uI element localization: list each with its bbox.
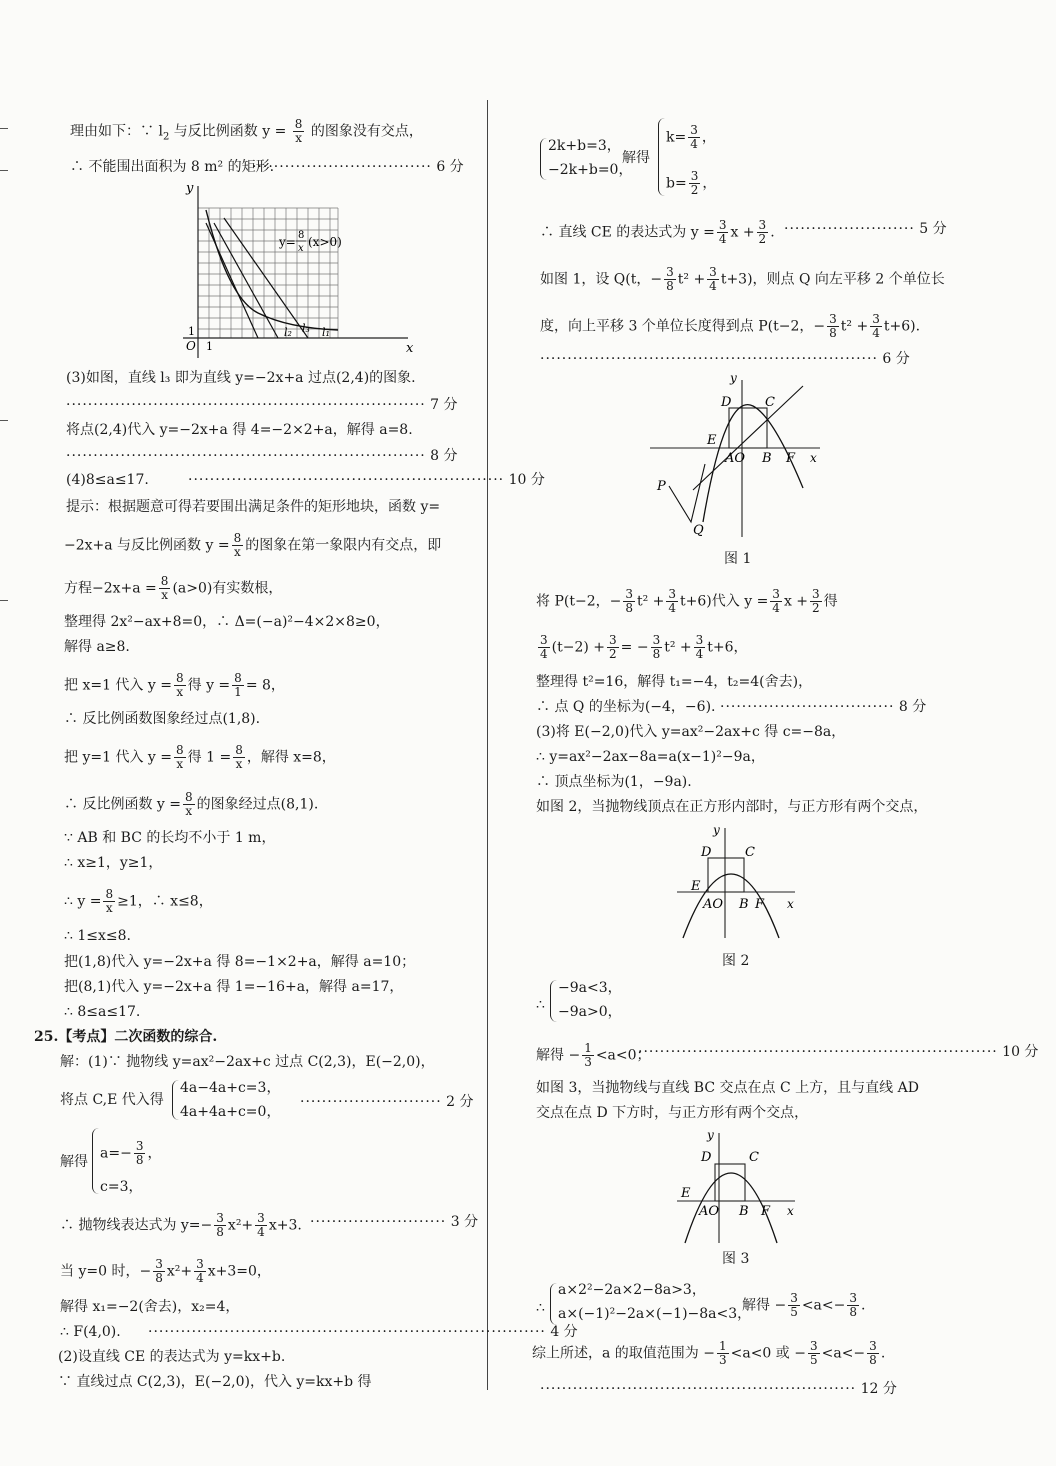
svg-text:F: F [761, 1204, 771, 1219]
brace [658, 118, 665, 196]
text-line: ∴ x≥1，y≥1， [64, 855, 163, 871]
text-line: 解得 − $\frac{3}{5}$ <a<− $\frac{3}{8}$ . [742, 1291, 866, 1319]
text-line: ∴ 直线 CE 的表达式为 y = $\frac{3}{4}$ x + $\frac{3}{2}$ . [540, 218, 775, 246]
reciprocal-function-graph [178, 178, 428, 363]
figure-caption: 图 3 [722, 1251, 750, 1267]
text-line: 解得 [60, 1154, 88, 1170]
margin-mark [0, 128, 8, 129]
text-line: $\frac{3}{4}$ (t−2) + $\frac{3}{2}$ = − $\frac{3}{8}$ t² + $\frac{3}{4}$ t+6， [540, 633, 748, 661]
hyperbola-curve [206, 210, 338, 330]
text-line: 综上所述，a 的取值范围为 − $\frac{1}{3}$ <a<0 或 − $\frac{3}{5}$ <a<− $\frac{3}{8}$ . [532, 1339, 886, 1367]
equation: a×(−1)²−2a×(−1)−8a<3， [558, 1306, 752, 1322]
svg-text:l₂: l₂ [284, 326, 292, 339]
text-line: 解：(1)∵ 抛物线 y=ax²−2ax+c 过点 C(2,3)，E(−2,0)， [60, 1054, 435, 1070]
text-line: 解得 − $\frac{1}{3}$ <a<0； [536, 1041, 651, 1069]
score-marker: ······························································ 6 分 [540, 351, 910, 367]
text-line: 把(8,1)代入 y=−2x+a 得 1=−16+a，解得 a=17， [64, 979, 404, 995]
text-line: 整理得 t²=16，解得 t₁=−4，t₂=4(舍去)， [536, 674, 813, 690]
figure-caption: 图 1 [724, 551, 752, 567]
svg-text:D: D [721, 395, 732, 410]
text-line: 解得 a≥8. [64, 639, 130, 655]
equation: −2k+b=0， [548, 162, 633, 178]
svg-text:AO: AO [725, 451, 746, 466]
grid [198, 208, 338, 338]
equation: 4a+4a+c=0， [180, 1104, 281, 1120]
text-line: (4)8≤a≤17. [66, 472, 149, 488]
score-marker: ·························· 2 分 [300, 1094, 474, 1110]
svg-text:B: B [739, 1204, 749, 1219]
svg-text:x: x [298, 243, 304, 254]
score-marker: ·························································· 12 分 [540, 1381, 897, 1397]
equation: k= $\frac{3}{4}$ ， [666, 123, 716, 151]
svg-text:y: y [730, 372, 737, 385]
text-line: 当 y=0 时，− $\frac{3}{8}$ x²+ $\frac{3}{4}$ x+3=0， [60, 1257, 271, 1285]
text-line: 整理得 2x²−ax+8=0，∴ Δ=(−a)²−4×2×8≥0， [64, 614, 390, 630]
svg-text:1: 1 [188, 325, 195, 338]
svg-text:x: x [787, 1204, 794, 1218]
svg-text:l₃: l₃ [302, 322, 310, 335]
svg-text:1: 1 [206, 340, 213, 353]
score-marker: ·································································· 8 分 [66, 448, 458, 464]
svg-text:l₁: l₁ [322, 326, 330, 339]
text-line: ∴ 抛物线表达式为 y=− $\frac{3}{8}$ x²+ $\frac{3}{4}$ x+3. [60, 1211, 302, 1239]
text-line: (2)设直线 CE 的表达式为 y=kx+b. [58, 1349, 286, 1365]
svg-text:P: P [657, 479, 666, 494]
equation: a=− $\frac{3}{8}$ ， [100, 1139, 162, 1167]
svg-text:E: E [691, 879, 701, 894]
margin-mark [0, 170, 8, 171]
text-line: 提示：根据题意可得若要围出满足条件的矩形地块，函数 y= [66, 499, 441, 515]
svg-text:O: O [186, 339, 196, 353]
text-line: 解得 x₁=−2(舍去)，x₂=4， [60, 1299, 240, 1315]
brace [550, 1283, 557, 1325]
text-line: (3)如图，直线 l₃ 即为直线 y=−2x+a 过点(2,4)的图象. [66, 370, 416, 386]
text-line: 把 y=1 代入 y = $\frac{8}{x}$ 得 1 = $\frac{8}{x}$ ，解得 x=8， [64, 743, 336, 771]
text-line: 把(1,8)代入 y=−2x+a 得 8=−1×2+a，解得 a=10； [64, 954, 416, 970]
svg-text:D: D [701, 1150, 712, 1165]
text-line: 度，向上平移 3 个单位长度得到点 P(t−2，− $\frac{3}{8}$ t² + $\frac{3}{4}$ t+6). [540, 312, 921, 340]
svg-text:Q: Q [693, 523, 704, 538]
text-line: ∵ AB 和 BC 的长均不小于 1 m， [64, 830, 276, 846]
svg-text:F: F [755, 897, 765, 912]
text-line: 将点(2,4)代入 y=−2x+a 得 4=−2×2+a，解得 a=8. [66, 422, 413, 438]
svg-text:B: B [762, 451, 772, 466]
margin-mark [0, 420, 8, 421]
text-line: 理由如下：∵ $l_2$ 与反比例函数 y = $\frac{8}{x}$ 的图象没有交点， [70, 117, 423, 145]
svg-text:E: E [681, 1186, 691, 1201]
figure-3 [675, 1125, 800, 1245]
svg-text:AO: AO [703, 897, 724, 912]
svg-text:F: F [786, 451, 796, 466]
text-line: 方程−2x+a = $\frac{8}{x}$ (a>0)有实数根， [64, 574, 283, 602]
figure-1 [645, 372, 830, 540]
text-line: ∴ 8≤a≤17. [64, 1004, 141, 1020]
brace [540, 138, 547, 180]
text-line: ∴ 不能围出面积为 8 m² 的矩形. [70, 159, 275, 175]
score-marker: ·································································· 10 分 [638, 1044, 1039, 1060]
equation: 2k+b=3， [548, 138, 621, 154]
figure-caption: 图 2 [722, 953, 750, 969]
svg-text:C: C [745, 845, 755, 860]
svg-text:8: 8 [298, 230, 305, 241]
text-line: ∴ 顶点坐标为(1，−9a). [536, 774, 692, 790]
svg-text:y: y [713, 823, 720, 837]
score-marker: ································ 8 分 [720, 699, 927, 715]
svg-text:x: x [810, 451, 817, 465]
score-marker: ································· 6 分 [252, 159, 464, 175]
text-line: ∴ y=ax²−2ax−8a=a(x−1)²−9a， [536, 749, 765, 765]
text-line: 如图 1，设 Q(t，− $\frac{3}{8}$ t² + $\frac{3}{4}$ t+3)，则点 Q 向左平移 2 个单位长 [540, 265, 945, 293]
text-line: ∴ 点 Q 的坐标为(−4，−6). [536, 699, 716, 715]
fraction: $\frac{8}{x}$ [294, 117, 303, 145]
column-divider [487, 100, 488, 1390]
margin-mark [0, 600, 8, 601]
equation: −9a>0， [558, 1004, 622, 1020]
svg-text:(x>0): (x>0) [308, 235, 342, 249]
svg-text:AO: AO [699, 1204, 720, 1219]
text-line: 交点在点 D 下方时，与正方形有两个交点， [536, 1105, 809, 1121]
score-marker: ························· 3 分 [310, 1214, 479, 1230]
svg-text:x: x [406, 341, 414, 356]
text-line: ∴ 1≤x≤8. [64, 928, 131, 944]
text-line: ∴ [536, 1300, 545, 1316]
svg-text:y=: y= [279, 235, 296, 249]
equation: b= $\frac{3}{2}$ ， [666, 169, 717, 197]
svg-text:y: y [186, 181, 194, 196]
score-marker: ········································································· 4 分 [148, 1324, 578, 1340]
equation: −9a<3， [558, 980, 622, 996]
svg-text:E: E [707, 433, 717, 448]
text-line: ∵ 直线过点 C(2,3)，E(−2,0)，代入 y=kx+b 得 [58, 1374, 372, 1390]
text-line: ∴ 反比例函数 y = $\frac{8}{x}$ 的图象经过点(8,1). [64, 790, 319, 818]
question-heading: 25.【考点】二次函数的综合. [34, 1029, 218, 1045]
text-line: ∴ y = $\frac{8}{x}$ ≥1，∴ x≤8， [64, 887, 213, 915]
text-line: ∴ [536, 997, 545, 1013]
equation: c=3， [100, 1179, 143, 1195]
svg-text:B: B [739, 897, 749, 912]
text-line: (3)将 E(−2,0)代入 y=ax²−2ax+c 得 c=−8a， [536, 724, 846, 740]
score-marker: ························ 5 分 [784, 221, 947, 237]
text-line: 将 P(t−2，− $\frac{3}{8}$ t² + $\frac{3}{4}$ t+6)代入 y = $\frac{3}{4}$ x + $\frac{3}{2}$ 得 [536, 587, 838, 615]
equation: a×2²−2a×2−8a>3， [558, 1282, 706, 1298]
text-line: ∴ 反比例函数图象经过点(1,8). [64, 711, 261, 727]
brace [172, 1080, 179, 1120]
line-l2 [206, 223, 258, 338]
score-marker: ·································································· 7 分 [66, 397, 458, 413]
text-line: ∴ F(4,0). [60, 1324, 121, 1340]
svg-text:C: C [749, 1150, 759, 1165]
score-marker: ·························································· 10 分 [188, 472, 545, 488]
text-line: 如图 3，当抛物线与直线 BC 交点在点 C 上方，且与直线 AD [536, 1080, 919, 1096]
text-line: 解得 [622, 150, 650, 166]
brace [550, 980, 557, 1022]
svg-text:D: D [701, 845, 712, 860]
text-line: −2x+a 与反比例函数 y = $\frac{8}{x}$ 的图象在第一象限内有交点，即 [64, 531, 442, 559]
svg-text:C: C [765, 395, 775, 410]
equation: 4a−4a+c=3， [180, 1080, 281, 1096]
text-line: 把 x=1 代入 y = $\frac{8}{x}$ 得 y = $\frac{8}{1}$ = 8， [64, 671, 285, 699]
figure-2 [675, 820, 800, 940]
svg-text:x: x [787, 897, 794, 911]
svg-text:y: y [707, 1128, 714, 1142]
brace [92, 1128, 99, 1194]
text-line: 如图 2，当抛物线顶点在正方形内部时，与正方形有两个交点， [536, 799, 928, 815]
text-line: 将点 C,E 代入得 [60, 1092, 164, 1108]
